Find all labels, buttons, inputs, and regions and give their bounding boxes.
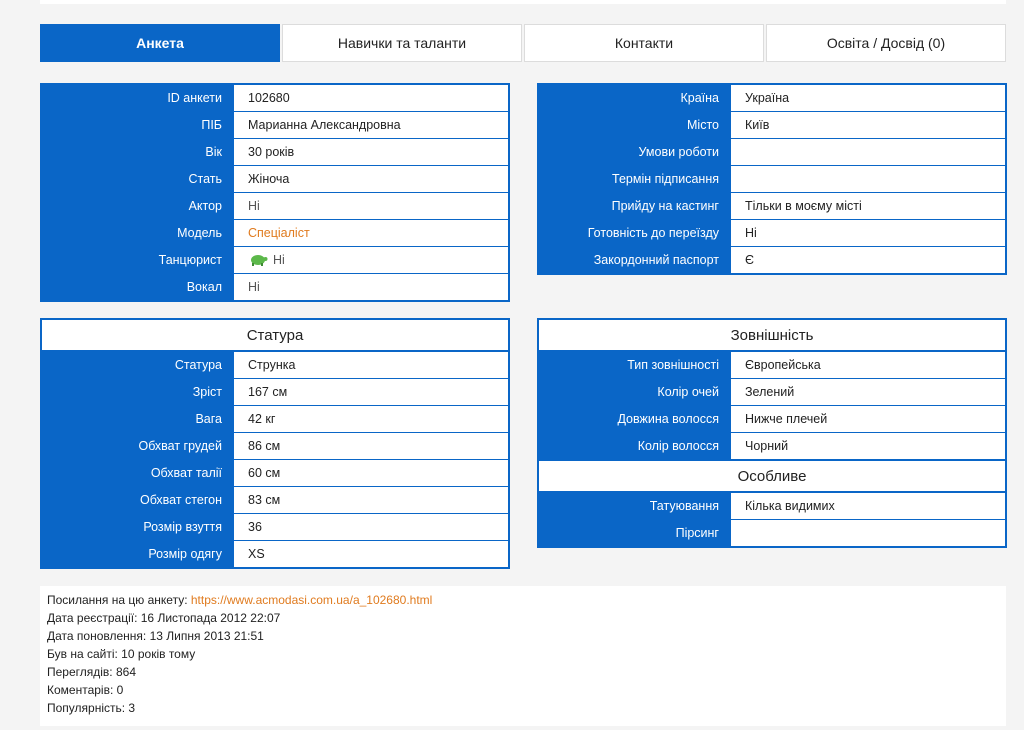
profile-row-name xyxy=(42,112,508,139)
appearance-piercing-value xyxy=(732,520,1005,546)
appearance-table xyxy=(537,318,1007,548)
build-build-value: Струнка xyxy=(235,352,508,378)
profile-age-value: 30 років xyxy=(235,139,508,165)
profile-model-label: Модель xyxy=(42,220,235,246)
tab-bar xyxy=(40,24,1006,62)
build-row-shoe xyxy=(42,514,508,541)
location-city-value: Київ xyxy=(732,112,1005,138)
profile-gender-value: Жіноча xyxy=(235,166,508,192)
profile-name-value: Марианна Александровна xyxy=(235,112,508,138)
build-row-weight xyxy=(42,406,508,433)
appearance-tattoo-value: Кілька видимих xyxy=(732,493,1005,519)
build-row-chest xyxy=(42,433,508,460)
build-row-waist xyxy=(42,460,508,487)
location-row-city xyxy=(539,112,1005,139)
profile-row-dancer xyxy=(42,247,508,274)
build-title: Статура xyxy=(42,320,508,352)
tab-skills[interactable]: Навички та таланти xyxy=(282,24,522,62)
profile-row-age xyxy=(42,139,508,166)
profile-link-label: Посилання на цю анкету: xyxy=(47,593,191,607)
profile-row-vocal xyxy=(42,274,508,300)
appearance-hairlen-label: Довжина волосся xyxy=(539,406,732,432)
appearance-row-hairlen xyxy=(539,406,1005,433)
profile-row-model xyxy=(42,220,508,247)
location-row-conditions xyxy=(539,139,1005,166)
views-count: Переглядів: 864 xyxy=(47,665,136,679)
location-row-country xyxy=(539,85,1005,112)
profile-row-gender xyxy=(42,166,508,193)
location-row-relocate xyxy=(539,220,1005,247)
appearance-type-value: Європейська xyxy=(732,352,1005,378)
build-shoe-label: Розмір взуття xyxy=(42,514,235,540)
tab-education[interactable]: Освіта / Досвід (0) xyxy=(766,24,1006,62)
profile-dancer-cell xyxy=(235,247,508,273)
profile-dancer-value: Ні xyxy=(273,253,285,267)
appearance-haircolor-value: Чорний xyxy=(732,433,1005,459)
build-height-label: Зріст xyxy=(42,379,235,405)
appearance-row-tattoo xyxy=(539,493,1005,520)
location-country-value: Україна xyxy=(732,85,1005,111)
appearance-hairlen-value: Нижче плечей xyxy=(732,406,1005,432)
build-chest-value: 86 см xyxy=(235,433,508,459)
location-passport-value: Є xyxy=(732,247,1005,273)
profile-dancer-label: Танцюрист xyxy=(42,247,235,273)
appearance-row-haircolor xyxy=(539,433,1005,461)
comments-count: Коментарів: 0 xyxy=(47,683,124,697)
appearance-tattoo-label: Татуювання xyxy=(539,493,732,519)
build-hips-value: 83 см xyxy=(235,487,508,513)
update-date: Дата поновлення: 13 Липня 2013 21:51 xyxy=(47,629,264,643)
appearance-title: Зовнішність xyxy=(539,320,1005,352)
profile-gender-label: Стать xyxy=(42,166,235,192)
appearance-row-eyes xyxy=(539,379,1005,406)
appearance-eyes-value: Зелений xyxy=(732,379,1005,405)
build-clothes-label: Розмір одягу xyxy=(42,541,235,567)
build-waist-value: 60 см xyxy=(235,460,508,486)
profile-info-footer xyxy=(40,586,1006,726)
location-conditions-label: Умови роботи xyxy=(539,139,732,165)
tab-contacts[interactable]: Контакти xyxy=(524,24,764,62)
location-relocate-label: Готовність до переїзду xyxy=(539,220,732,246)
location-row-passport xyxy=(539,247,1005,273)
appearance-type-label: Тип зовнішності xyxy=(539,352,732,378)
location-conditions-value xyxy=(732,139,1005,165)
build-clothes-value: XS xyxy=(235,541,508,567)
build-row-hips xyxy=(42,487,508,514)
profile-vocal-label: Вокал xyxy=(42,274,235,300)
location-table xyxy=(537,83,1007,275)
profile-actor-label: Актор xyxy=(42,193,235,219)
location-term-label: Термін підписання xyxy=(539,166,732,192)
build-row-height xyxy=(42,379,508,406)
top-strip xyxy=(40,0,1006,4)
profile-table xyxy=(40,83,510,302)
appearance-eyes-label: Колір очей xyxy=(539,379,732,405)
profile-name-label: ПІБ xyxy=(42,112,235,138)
appearance-row-piercing xyxy=(539,520,1005,546)
popularity: Популярність: 3 xyxy=(47,701,136,715)
location-row-term xyxy=(539,166,1005,193)
registration-date: Дата реєстрації: 16 Листопада 2012 22:07 xyxy=(47,611,281,625)
profile-vocal-value: Ні xyxy=(235,274,508,300)
profile-actor-value: Ні xyxy=(235,193,508,219)
tab-profile[interactable]: Анкета xyxy=(40,24,280,62)
profile-model-value[interactable]: Спеціаліст xyxy=(235,220,508,246)
turtle-icon xyxy=(248,254,268,266)
build-hips-label: Обхват стегон xyxy=(42,487,235,513)
profile-id-label: ID анкети xyxy=(42,85,235,111)
build-table xyxy=(40,318,510,569)
profile-age-label: Вік xyxy=(42,139,235,165)
location-casting-value: Тільки в моєму місті xyxy=(732,193,1005,219)
appearance-haircolor-label: Колір волосся xyxy=(539,433,732,459)
build-weight-value: 42 кг xyxy=(235,406,508,432)
build-build-label: Статура xyxy=(42,352,235,378)
location-row-casting xyxy=(539,193,1005,220)
build-shoe-value: 36 xyxy=(235,514,508,540)
profile-link-line xyxy=(47,591,1006,609)
location-city-label: Місто xyxy=(539,112,732,138)
build-height-value: 167 см xyxy=(235,379,508,405)
build-chest-label: Обхват грудей xyxy=(42,433,235,459)
profile-row-id xyxy=(42,85,508,112)
location-passport-label: Закордонний паспорт xyxy=(539,247,732,273)
location-casting-label: Прийду на кастинг xyxy=(539,193,732,219)
location-term-value xyxy=(732,166,1005,192)
profile-id-value: 102680 xyxy=(235,85,508,111)
appearance-piercing-label: Пірсинг xyxy=(539,520,732,546)
special-title: Особливе xyxy=(539,461,1005,493)
build-weight-label: Вага xyxy=(42,406,235,432)
location-relocate-value: Ні xyxy=(732,220,1005,246)
profile-link[interactable]: https://www.acmodasi.com.ua/a_102680.html xyxy=(190,593,433,607)
appearance-row-type xyxy=(539,352,1005,379)
build-waist-label: Обхват талії xyxy=(42,460,235,486)
location-country-label: Країна xyxy=(539,85,732,111)
last-seen: Був на сайті: 10 років тому xyxy=(47,647,196,661)
profile-row-actor xyxy=(42,193,508,220)
build-row-build xyxy=(42,352,508,379)
build-row-clothes xyxy=(42,541,508,567)
